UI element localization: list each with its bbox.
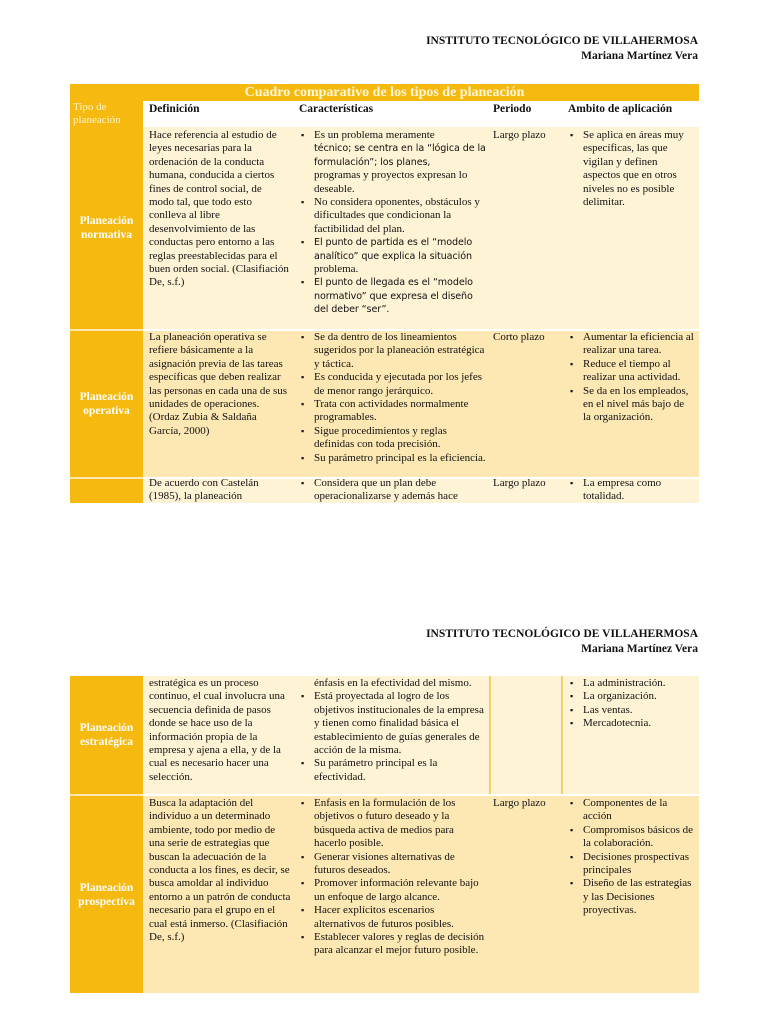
list-item: ▪ Trata con actividades normalmente programables.	[299, 398, 487, 425]
list-item: ▪ Establecer valores y reglas de decisión para alcanzar el mejor futuro posible.	[299, 931, 487, 958]
periodo-normativa: Largo plazo	[493, 129, 546, 141]
definicion-estrategica-part2: estratégica es un proceso continuo, el cual involucra una secuencia definida de pasos donde se hace uso de la información propia de la empresa y ajena a ella, y de la cual es necesario hacer una selección.	[149, 677, 285, 783]
column-header-tipo: Tipo de planeación	[70, 101, 143, 127]
row-label-prospectiva: Planeación prospectiva	[70, 796, 143, 993]
definicion-prospectiva: Busca la adaptación del individuo a un determinado ambiente, todo por medio de una serie de estrategias que buscan la adecuación de la conducta a los fines, es decir, se busca amoldar al individuo entorno a un patrón de conducta necesario para el grupo en el cual está inmerso. (Clasifiación De, s.f.)	[149, 797, 291, 944]
list-item: ▪ Generar visiones alternativas de futuros deseados.	[299, 851, 487, 878]
page1-header	[426, 34, 698, 64]
column-header-caracteristicas: Características	[299, 103, 374, 115]
comparison-table-part1	[70, 84, 699, 503]
column-divider	[489, 676, 491, 794]
table-title: Cuadro comparativo de los tipos de planeación	[70, 84, 699, 101]
list-item: ▪ Las ventas.	[568, 704, 694, 717]
column-header-ambito: Ambito de aplicación	[568, 103, 673, 115]
list-item: ▪ Decisiones prospectivas principales	[568, 851, 694, 878]
ambito-operativa	[568, 331, 694, 425]
list-item: ▪ El punto de llegada es el “modelo normativo” que expresa el diseño del deber “ser”.	[299, 276, 487, 316]
row-label-operativa: Planeación operativa	[70, 331, 143, 477]
list-item: ▪ Hacer explícitos escenarios alternativos de futuros posibles.	[299, 904, 487, 931]
list-item: ▪ Aumentar la eficiencia al realizar una tarea.	[568, 331, 694, 358]
definicion-estrategica-part1: De acuerdo con Castelán (1985), la planeación	[149, 477, 259, 503]
list-item: ▪ Diseño de las estrategias y las Decisiones proyectivas.	[568, 877, 694, 917]
table-row-estrategica-part2	[70, 676, 699, 794]
list-item: ▪ Promover información relevante bajo un enfoque de largo alcance.	[299, 877, 487, 904]
list-item: ▪ Está proyectada al logro de los objetivos institucionales de la empresa y tienen como finalidad básica el establecimiento de guías generales de acción de la misma.	[299, 690, 487, 757]
list-item: ▪ Enfasis en la formulación de los objetivos o futuro deseado y la búsqueda activa de medios para hacerlo posible.	[299, 797, 487, 851]
list-item: ▪ No considera oponentes, obstáculos y dificultades que condicionan la factibilidad del plan.	[299, 196, 487, 236]
periodo-estrategica: Largo plazo	[493, 477, 546, 489]
comparison-table-part2	[70, 676, 699, 993]
list-item: ▪ Su parámetro principal es la efectividad.	[299, 757, 487, 784]
row-label-estrategica: Planeación estratégica	[70, 676, 143, 794]
institution-name: INSTITUTO TECNOLÓGICO DE VILLAHERMOSA	[426, 35, 698, 47]
institution-name: INSTITUTO TECNOLÓGICO DE VILLAHERMOSA	[426, 628, 698, 640]
list-item: ▪ Es un problema meramente técnico; se centra en la “lógica de la formulación”; los planes, programas y proyectos expresan lo deseable.	[299, 129, 487, 196]
author-name: Mariana Martínez Vera	[581, 643, 698, 655]
table-row-normativa	[70, 127, 699, 329]
list-item: ▪ Mercadotecnia.	[568, 717, 694, 730]
list-item: ▪ Sigue procedimientos y reglas definidas con toda precisión.	[299, 425, 487, 452]
periodo-operativa: Corto plazo	[493, 331, 545, 343]
table-row-operativa	[70, 331, 699, 477]
list-item: ▪ Componentes de la acción	[568, 797, 694, 824]
row-label-estrategica-part1	[70, 479, 143, 503]
table-header-row	[70, 101, 699, 127]
list-item: ▪ Compromisos básicos de la colaboración.	[568, 824, 694, 851]
list-item: ▪ La organización.	[568, 690, 694, 703]
ambito-prospectiva	[568, 797, 694, 918]
list-item: ▪ Se aplica en áreas muy específicas, las que vigilan y definen aspectos que en otros niveles no es posible delimitar.	[568, 129, 694, 209]
row-label-normativa: Planeación normativa	[70, 127, 143, 329]
column-header-definicion: Definición	[149, 103, 200, 115]
caracteristicas-normativa	[299, 129, 487, 317]
ambito-normativa	[568, 129, 694, 209]
list-item: ▪ La empresa como totalidad.	[568, 477, 694, 504]
caracteristicas-estrategica-part2	[299, 677, 487, 784]
list-item: ▪ Se da dentro de los lineamientos sugeridos por la planeación estratégica y táctica.	[299, 331, 487, 371]
definicion-normativa: Hace referencia al estudio de leyes necesarias para la ordenación de la conducta humana, conducida a ciertos fines de control social, de modo tal, que todo esto conlleva al libre desenvolvimiento de las conductas pero entorno a las reglas preestablecidas para el buen orden social. (Clasifiación De, s.f.)	[149, 129, 289, 289]
list-item: ▪ Se da en los empleados, en el nivel más bajo de la organización.	[568, 385, 694, 425]
list-item: ▪ El punto de partida es el “modelo analítico” que explica la situación problema.	[299, 236, 487, 276]
list-item: ▪ Considera que un plan debe operacionalizarse y además hace	[299, 477, 487, 504]
definicion-operativa: La planeación operativa se refiere básicamente a la asignación previa de las tareas específicas que deben realizar las personas en cada una de sus unidades de operaciones. (Ordaz Zubia & Saldaña García, 2000)	[149, 331, 288, 437]
continued-text: énfasis en la efectividad del mismo.	[314, 677, 472, 689]
column-header-periodo: Periodo	[493, 103, 532, 115]
table-row-prospectiva	[70, 796, 699, 993]
column-divider	[561, 676, 563, 794]
caracteristicas-estrategica-part1	[299, 477, 487, 504]
list-item: ▪ Es conducida y ejecutada por los jefes de menor rango jerárquico.	[299, 371, 487, 398]
caracteristicas-prospectiva	[299, 797, 487, 958]
table-row-estrategica-part1	[70, 479, 699, 503]
caracteristicas-operativa	[299, 331, 487, 465]
list-item: ▪ La administración.	[568, 677, 694, 690]
list-item: ▪ Su parámetro principal es la eficiencia.	[299, 452, 487, 465]
ambito-estrategica-part1	[568, 477, 694, 504]
periodo-prospectiva: Largo plazo	[493, 797, 546, 809]
ambito-estrategica-part2	[568, 677, 694, 731]
author-name: Mariana Martínez Vera	[581, 50, 698, 62]
list-item: ▪ Reduce el tiempo al realizar una actividad.	[568, 358, 694, 385]
page2-header	[426, 627, 698, 657]
